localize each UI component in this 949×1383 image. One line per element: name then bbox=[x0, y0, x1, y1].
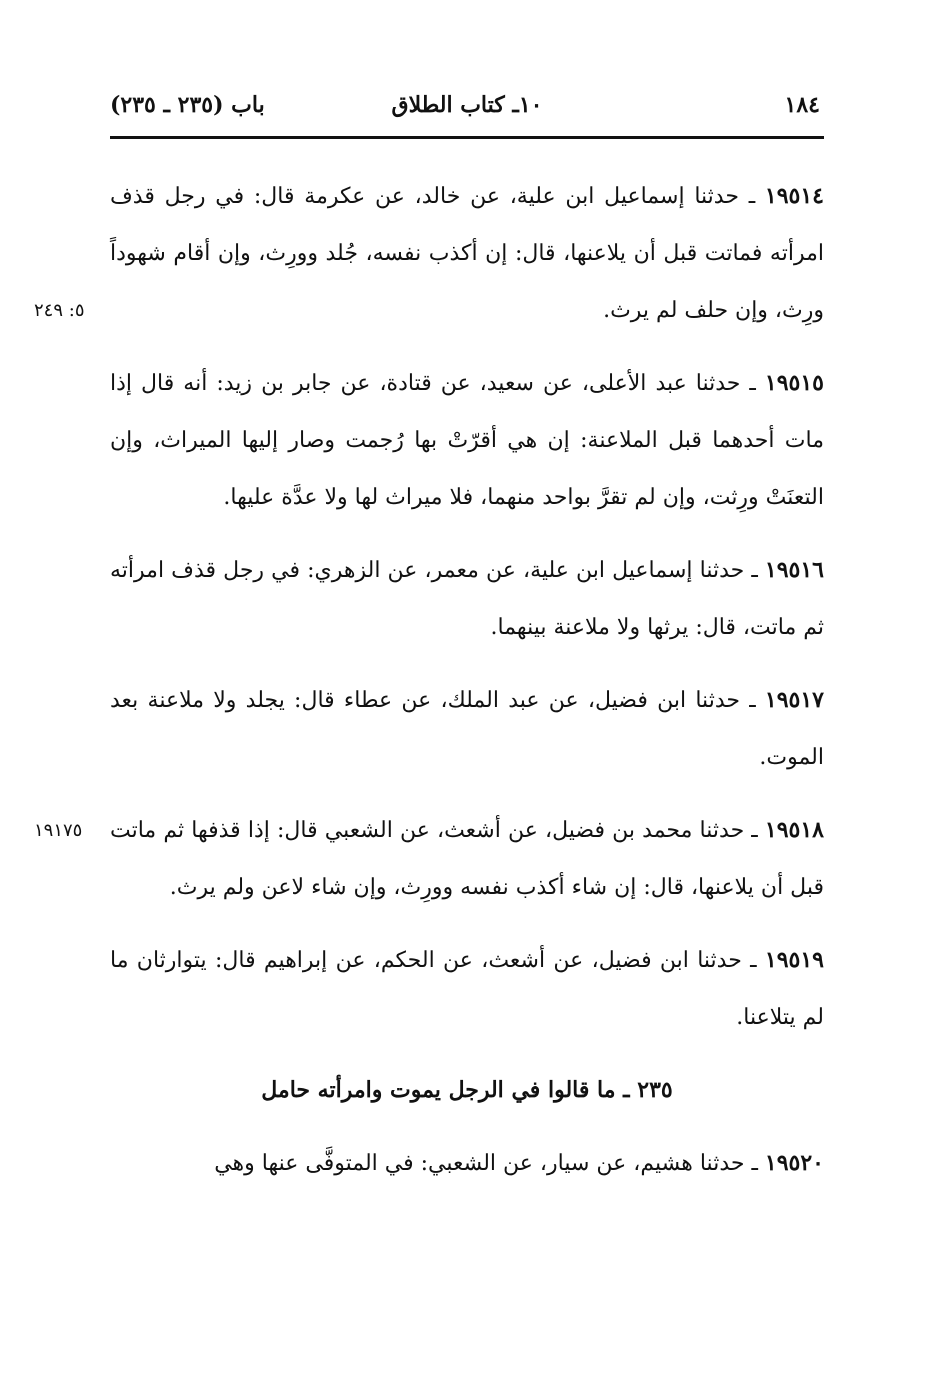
hadith-text: ـ حدثنا ابن فضيل، عن أشعث، عن الحكم، عن إبراهيم قال: يتوارثان ما لم يتلاعنا. bbox=[110, 948, 824, 1030]
margin-reference: ٥: ٢٤٩ bbox=[34, 300, 85, 321]
hadith-paragraph bbox=[110, 932, 824, 1046]
hadith-number: ١٩٥١٦ bbox=[764, 557, 824, 583]
hadith-number: ١٩٥١٥ bbox=[764, 370, 824, 396]
page-body bbox=[34, 168, 824, 1208]
hadith-number: ١٩٥١٧ bbox=[764, 687, 824, 713]
hadith-text: ـ حدثنا ابن فضيل، عن عبد الملك، عن عطاء قال: يجلد ولا ملاعنة بعد الموت. bbox=[110, 688, 824, 770]
hadith-number: ١٩٥١٨ bbox=[764, 817, 824, 843]
hadith-paragraph bbox=[110, 1135, 824, 1192]
hadith-number: ١٩٥١٤ bbox=[764, 183, 824, 209]
page-number: ١٨٤ bbox=[784, 92, 820, 118]
header-rule bbox=[110, 136, 824, 139]
page-header bbox=[110, 92, 824, 128]
hadith-number: ١٩٥٢٠ bbox=[764, 1150, 824, 1176]
hadith-text: ـ حدثنا عبد الأعلى، عن سعيد، عن قتادة، عن جابر بن زيد: أنه قال إذا مات أحدهما قبل الملاعنة: إن هي أقرّتْ بها رُجمت وصار إليها الميراث، وإن التعنَتْ ورِثت، وإن لم تقرَّ بواحد منهما، فلا ميراث لها ولا عدَّة عليها. bbox=[110, 371, 824, 510]
hadith-text: ـ حدثنا إسماعيل ابن علية، عن خالد، عن عكرمة قال: في رجل قذف امرأته فماتت قبل أن يلاعنها، قال: إن أكذب نفسه، جُلد وورِث، وإن أقام شهوداً ورِث، وإن حلف لم يرث. bbox=[110, 184, 824, 323]
hadith-paragraph bbox=[110, 542, 824, 656]
book-title: ١٠ـ كتاب الطلاق bbox=[391, 92, 543, 118]
hadith-text: ـ حدثنا هشيم، عن سيار، عن الشعبي: في المتوفَّى عنها وهي bbox=[214, 1151, 765, 1176]
chapter-heading: ٢٣٥ ـ ما قالوا في الرجل يموت وامرأته حامل bbox=[261, 1077, 673, 1103]
hadith-text: ـ حدثنا محمد بن فضيل، عن أشعث، عن الشعبي قال: إذا قذفها ثم ماتت قبل أن يلاعنها، قال: إن شاء أكذب نفسه وورِث، وإن شاء لاعن ولم يرث. bbox=[110, 818, 824, 900]
hadith-number: ١٩٥١٩ bbox=[764, 947, 824, 973]
hadith-text: ـ حدثنا إسماعيل ابن علية، عن معمر، عن الزهري: في رجل قذف امرأته ثم ماتت، قال: يرثها ولا ملاعنة بينهما. bbox=[110, 558, 824, 640]
margin-reference: ١٩١٧٥ bbox=[34, 820, 83, 841]
hadith-paragraph bbox=[34, 802, 824, 916]
section-range: باب (٢٣٥ ـ ٢٣٥) bbox=[110, 92, 265, 118]
hadith-paragraph bbox=[110, 355, 824, 526]
hadith-paragraph bbox=[34, 168, 824, 339]
hadith-paragraph bbox=[110, 672, 824, 786]
